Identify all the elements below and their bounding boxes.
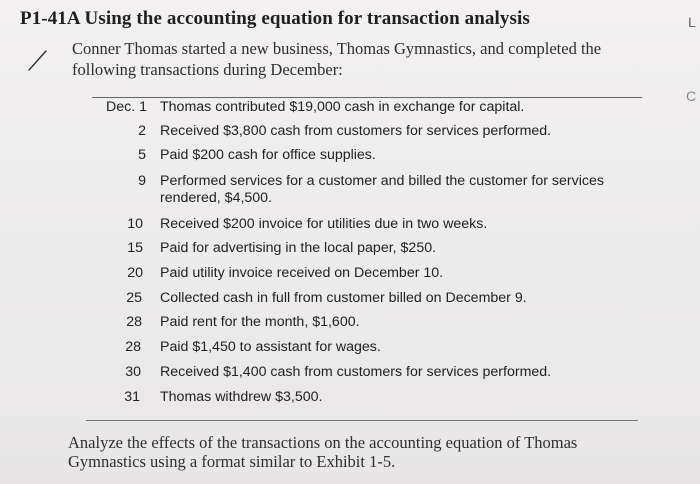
transaction-description: Paid $200 cash for office supplies. xyxy=(160,147,376,163)
edge-letter: C xyxy=(686,88,697,104)
transaction-date: 28 xyxy=(125,339,141,355)
transaction-description: Received $3,800 cash from customers for services performed. xyxy=(160,123,552,139)
transaction-date: 25 xyxy=(126,290,142,306)
transaction-date: Dec. 1 xyxy=(106,99,148,115)
pen-check-mark-icon xyxy=(26,48,50,74)
transaction-date: 20 xyxy=(127,265,143,281)
transaction-description: Paid rent for the month, $1,600. xyxy=(160,314,360,330)
transaction-date: 5 xyxy=(138,147,146,163)
transaction-date: 9 xyxy=(138,173,146,189)
transaction-date: 10 xyxy=(127,216,143,232)
transaction-description: Thomas contributed $19,000 cash in exchange for capital. xyxy=(160,99,525,115)
transaction-description: Paid for advertising in the local paper, $250. xyxy=(160,240,437,256)
transaction-date: 28 xyxy=(126,314,142,330)
transaction-description: Paid $1,450 to assistant for wages. xyxy=(160,339,381,355)
transaction-description: Received $200 invoice for utilities due in two weeks. xyxy=(160,216,488,232)
transaction-description: Collected cash in full from customer billed on December 9. xyxy=(160,290,527,306)
transaction-date: 30 xyxy=(125,364,141,380)
transaction-description: Performed services for a customer and billed the customer for services rendered, $4,500. xyxy=(160,173,604,206)
divider-bottom xyxy=(86,420,638,421)
problem-intro: Conner Thomas started a new business, Thomas Gymnastics, and completed the following transactions during December: xyxy=(72,39,602,79)
transaction-description: Paid utility invoice received on December 10. xyxy=(160,265,444,281)
transaction-date: 15 xyxy=(127,240,143,256)
transaction-description: Received $1,400 cash from customers for services performed. xyxy=(160,364,552,380)
problem-title: P1-41A Using the accounting equation for transaction analysis xyxy=(20,8,530,29)
transaction-description: Thomas withdrew $3,500. xyxy=(160,389,323,405)
transaction-date: 2 xyxy=(138,123,146,139)
divider-top xyxy=(92,97,642,98)
transaction-date: 31 xyxy=(124,389,140,405)
problem-instructions: Analyze the effects of the transactions on the accounting equation of Thomas Gymnastics using a format similar to Exhibit 1-5. xyxy=(68,433,578,471)
edge-letter: L xyxy=(688,14,696,30)
